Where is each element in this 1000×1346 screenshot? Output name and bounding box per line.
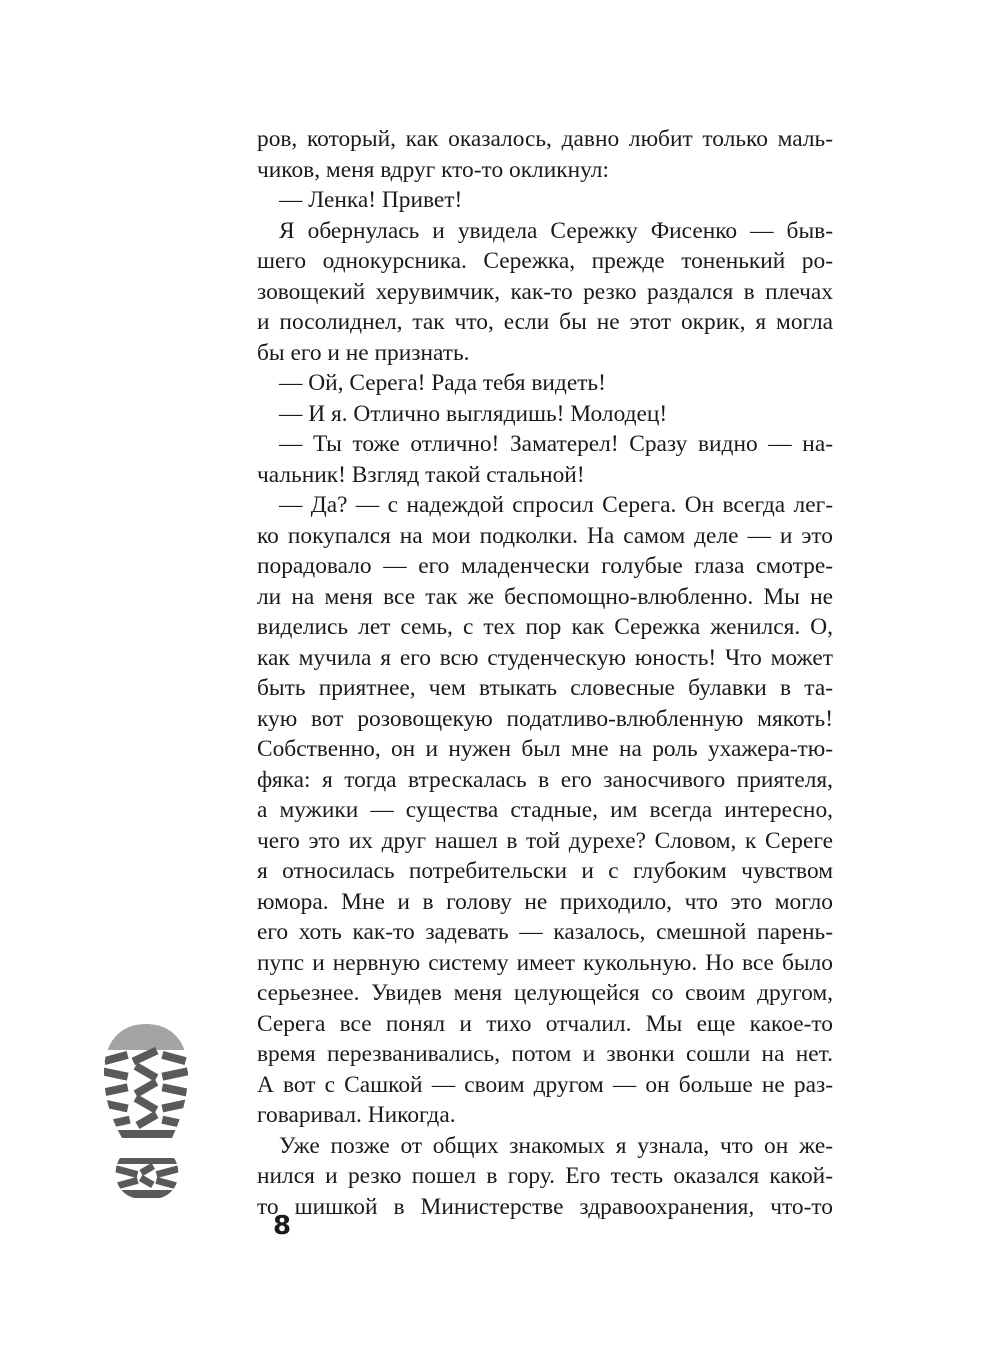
text-line: бы его и не признать. [257,339,470,366]
page-number: 8 [273,1211,292,1241]
text-line: пупс и нервную систему имеет кукольную. Но все было [257,949,833,976]
text-line: ко покупался на мои подколки. На самом деле — и это [257,522,833,549]
text-line: — И я. Отлично выглядишь! Молодец! [279,400,668,427]
text-line: говаривал. Никогда. [257,1102,456,1128]
text-line: чиков, меня вдруг кто-то окликнул: [257,156,609,183]
text-line: то шишкой в Министерстве здравоохранения, что-то [257,1193,833,1220]
text-line: ли на меня все так же беспомощно-влюбленно. Мы не [257,583,833,610]
text-line: как мучила я его всю студенческую юность! Что может [257,644,833,671]
bootprint-icon [100,1020,192,1200]
text-line: — Да? — с надеждой спросил Серега. Он всегда лег- [279,492,833,518]
text-line: время перезванивались, потом и звонки сошли на нет. [257,1041,833,1067]
text-line: нился и резко пошел в гору. Его тесть оказался какой- [257,1163,833,1189]
text-line: Уже позже от общих знакомых я узнала, что он же- [279,1132,833,1159]
text-line: быть приятнее, чем втыкать словесные булавки в та- [257,675,833,701]
text-line: порадовало — его младенчески голубые глаза смотре- [257,553,833,579]
text-line: фяка: я тогда втрескалась в его заносчивого приятеля, [257,766,833,793]
text-line: чего это их друг нашел в той дурехе? Словом, к Сереге [257,827,833,854]
text-line: ров, который, как оказалось, давно любит только маль- [257,126,833,152]
text-line: а мужики — существа стадные, им всегда интересно, [257,797,833,823]
text-line: Серега все понял и тихо отчалил. Мы еще какое-то [257,1010,833,1037]
text-line: кую вот розовощекую податливо-влюбленную мякоть! [257,705,833,732]
text-line: чальник! Взгляд такой стальной! [257,461,585,488]
text-line: А вот с Сашкой — своим другом — он больше не раз- [257,1071,833,1098]
text-line: шего однокурсника. Сережка, прежде тоненький ро- [257,248,833,274]
text-line: его хоть как-то задевать — казалось, смешной парень- [257,919,833,945]
text-line: виделись лет семь, с тех пор как Сережка женился. О, [257,614,833,640]
text-line: — Ты тоже отлично! Заматерел! Сразу видно — на- [279,431,833,457]
text-line: серьезнее. Увидев меня целующейся со своим другом, [257,980,833,1006]
text-line: Я обернулась и увидела Сережку Фисенко — быв- [279,217,833,244]
text-line: я относилась потребительски и с глубоким чувством [257,858,833,884]
text-line: юмора. Мне и в голову не приходило, что это могло [257,888,833,915]
text-line: и посолиднел, так что, если бы не этот окрик, я могла [257,309,833,335]
body-text [257,124,833,1222]
text-line: Собственно, он и нужен был мне на роль ухажера-тю- [257,736,833,762]
text-line: зовощекий херувимчик, как-то резко раздался в плечах [257,278,833,305]
text-line: — Ленка! Привет! [279,187,463,213]
text-line: — Ой, Серега! Рада тебя видеть! [279,370,606,396]
